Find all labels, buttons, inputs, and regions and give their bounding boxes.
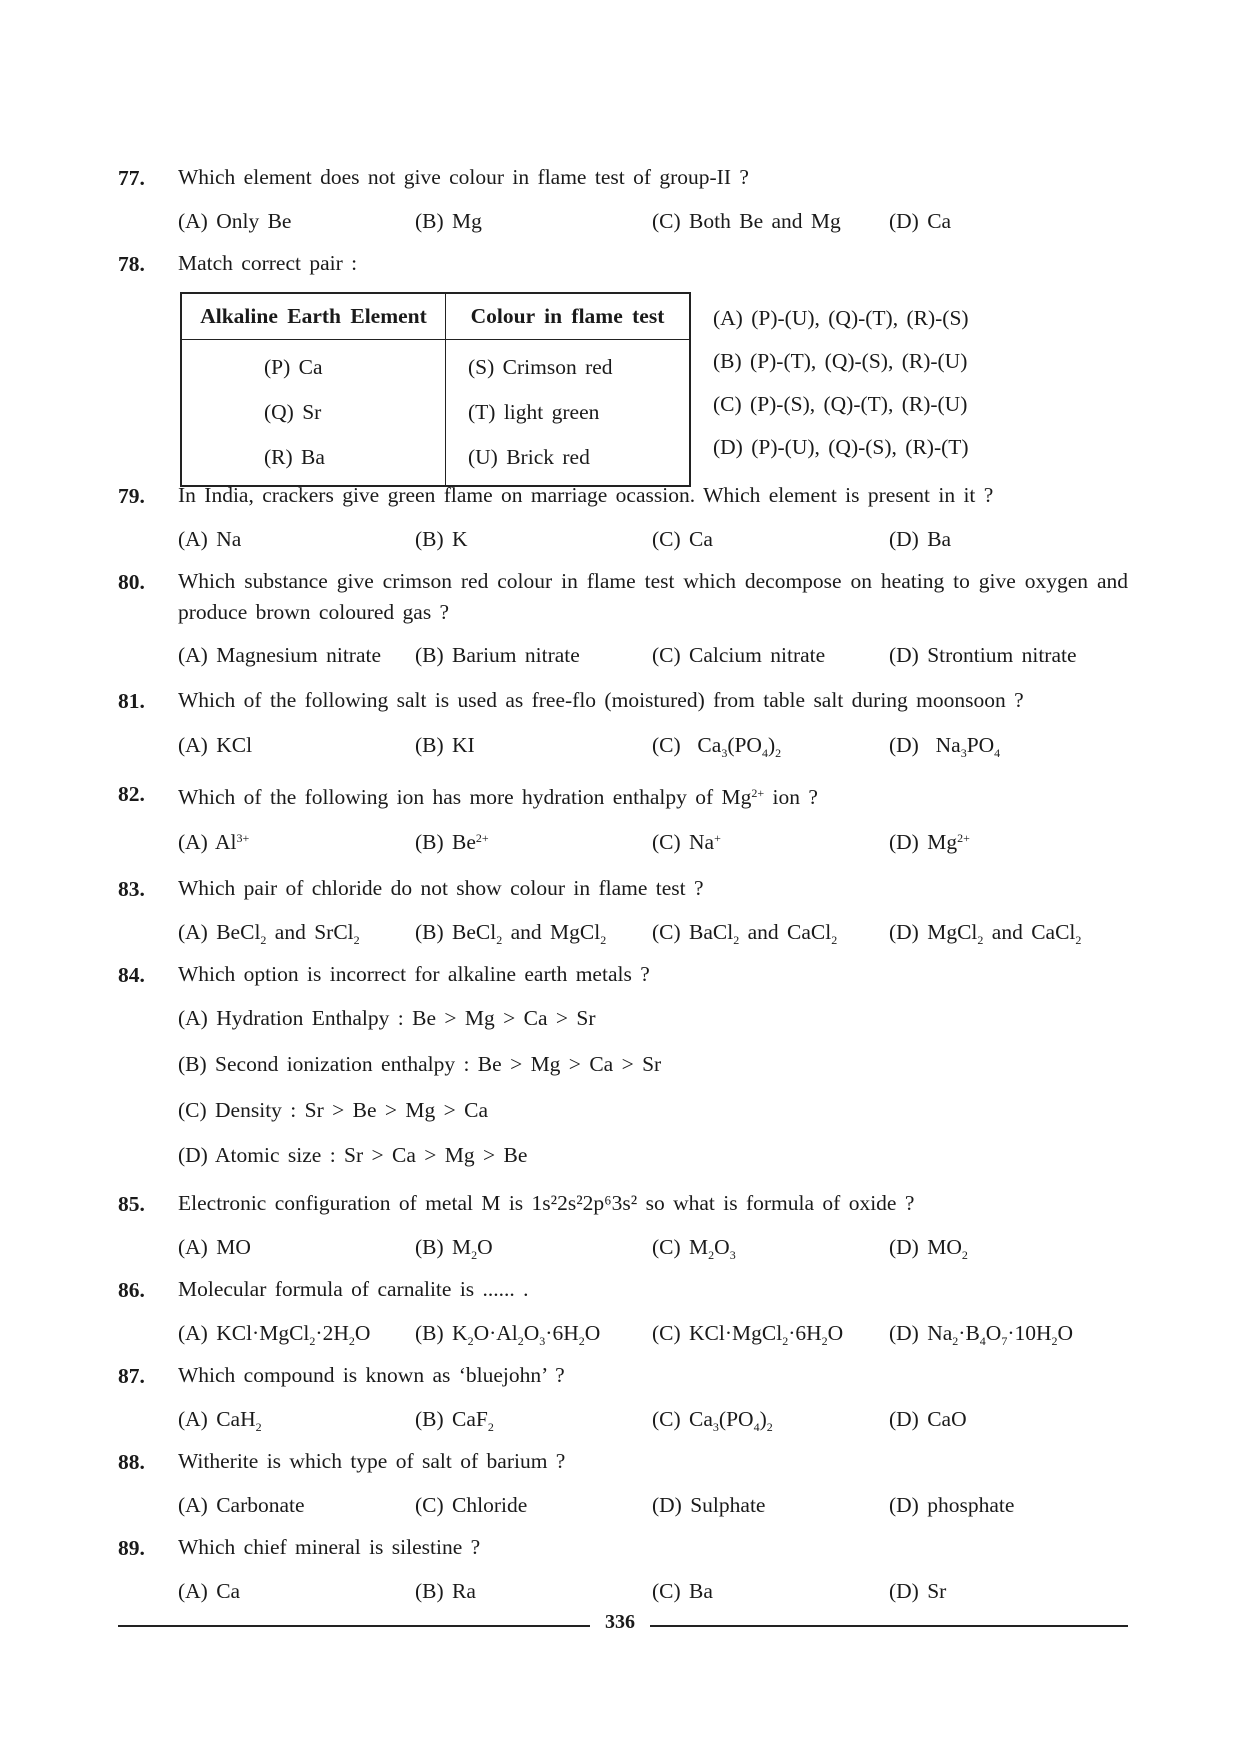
question-number: 87. [118, 1364, 145, 1388]
text: (A) Al [178, 830, 237, 854]
table-row [181, 340, 690, 391]
option-a: (A) Ca [178, 1579, 241, 1603]
text: Electronic configuration of metal M is [178, 1191, 524, 1215]
question-text: Which pair of chloride do not show colour in flame test ? [178, 876, 704, 900]
question-number: 86. [118, 1278, 145, 1302]
table-header-colour: Colour in flame test [446, 293, 691, 340]
charge: 2+ [751, 786, 765, 800]
match-table [180, 292, 691, 487]
table-cell: (P) Ca [181, 340, 446, 391]
question-text: Which substance give crimson red colour in flame test which decompose on heating to give oxygen and produce brown coloured gas ? [178, 569, 1128, 624]
option-d [889, 830, 970, 855]
charge: + [714, 831, 721, 845]
option-c: (C) Ca [652, 527, 713, 551]
text: Which of the following ion has more hydration enthalpy of Mg [178, 785, 752, 809]
electron-configuration: 1s²2s²2p⁶3s² [531, 1191, 638, 1215]
question-number: 82. [118, 782, 145, 806]
option-label: (D) [889, 733, 919, 757]
option-a: (A) KCl [178, 733, 253, 757]
option-d: (D) MgCl$_2$ and CaCl$_2$ [889, 920, 1082, 947]
option-c: (C) Density : Sr > Be > Mg > Ca [178, 1098, 489, 1122]
option-b [415, 830, 489, 855]
table-row [181, 390, 690, 435]
option-b: (B) (P)-(T), (Q)-(S), (R)-(U) [713, 349, 968, 373]
formula: $Na_3PO_4$ [935, 733, 1001, 760]
charge: 3+ [236, 831, 250, 845]
option-b: (B) CaF$_2$ [415, 1407, 494, 1434]
table-cell: (S) Crimson red [468, 355, 613, 379]
option-a: (A) BeCl$_2$ and SrCl$_2$ [178, 920, 360, 947]
option-c: (C) BaCl$_2$ and CaCl$_2$ [652, 920, 838, 947]
option-c: (C) Ba [652, 1579, 713, 1603]
option-c: (D) Sulphate [652, 1493, 766, 1517]
option-d: (D) Ca [889, 209, 952, 233]
question-number: 88. [118, 1450, 145, 1474]
question-text [178, 1188, 1128, 1219]
question-text [178, 778, 1128, 813]
option-a: (A) Only Be [178, 209, 292, 233]
footer-rule-right [650, 1625, 1128, 1627]
option-c: (C) Calcium nitrate [652, 643, 826, 667]
charge: 2+ [957, 831, 970, 845]
option-b: (B) K [415, 527, 468, 551]
option-a: (A) $KCl\cdot MgCl_2\cdot 2H_2O$ [178, 1321, 371, 1348]
option-d: (D) phosphate [889, 1493, 1015, 1517]
option-a: (A) Hydration Enthalpy : Be > Mg > Ca > Sr [178, 1006, 596, 1030]
text: so what is formula of oxide ? [645, 1191, 915, 1215]
option-b: (B) $M_2O$ [415, 1235, 493, 1262]
question-number: 84. [118, 963, 145, 987]
question-text: Which chief mineral is silestine ? [178, 1535, 481, 1559]
question-number: 81. [118, 689, 145, 713]
option-c: (C) $KCl\cdot MgCl_2\cdot 6H_2O$ [652, 1321, 844, 1348]
question-number: 89. [118, 1536, 145, 1560]
option-c: (C) Both Be and Mg [652, 209, 841, 233]
option-d: (D) Sr [889, 1579, 947, 1603]
option-a: (A) Carbonate [178, 1493, 305, 1517]
option-d: (D) $Na_2\cdot B_4O_7\cdot 10H_2O$ [889, 1321, 1074, 1348]
option-b: (B) Ra [415, 1579, 476, 1603]
question-text: Molecular formula of carnalite is ...... . [178, 1277, 529, 1301]
option-c [652, 830, 721, 855]
page-number: 336 [605, 1611, 635, 1633]
option-a: (A) Na [178, 527, 242, 551]
question-text: Which compound is known as ‘bluejohn’ ? [178, 1363, 565, 1387]
option-b: (B) KI [415, 733, 475, 757]
option-a: (A) CaH$_2$ [178, 1407, 262, 1434]
question-text: Which of the following salt is used as free-flo (moistured) from table salt during moonsoon ? [178, 688, 1024, 712]
option-d: (D) $MO_2$ [889, 1235, 968, 1262]
option-b: (B) Mg [415, 209, 482, 233]
option-c [652, 733, 781, 761]
option-b: (B) Second ionization enthalpy : Be > Mg > Ca > Sr [178, 1052, 662, 1076]
footer-rule-left [118, 1625, 590, 1627]
option-d: (D) Atomic size : Sr > Ca > Mg > Be [178, 1143, 528, 1167]
question-number: 79. [118, 484, 145, 508]
text: (B) Be [415, 830, 476, 854]
option-c: (C) $M_2O_3$ [652, 1235, 736, 1262]
option-d: (D) (P)-(U), (Q)-(S), (R)-(T) [713, 435, 969, 459]
option-d: (D) Strontium nitrate [889, 643, 1077, 667]
charge: 2+ [475, 831, 489, 845]
text: (C) Na [652, 830, 715, 854]
table-cell: (T) light green [468, 400, 600, 424]
option-c: (C) (P)-(S), (Q)-(T), (R)-(U) [713, 392, 968, 416]
option-c: (C) $Ca_3(PO_4)_2$ [652, 1407, 773, 1434]
option-b: (B) $K_2O\cdot Al_2O_3\cdot 6H_2O$ [415, 1321, 601, 1348]
option-a: (A) Magnesium nitrate [178, 643, 382, 667]
option-b: (B) BeCl$_2$ and MgCl$_2$ [415, 920, 607, 947]
option-b: (B) Barium nitrate [415, 643, 580, 667]
question-number: 77. [118, 166, 145, 190]
table-row [181, 435, 690, 486]
formula: $Ca_3(PO_4)_2$ [697, 733, 782, 760]
option-label: (C) [652, 733, 681, 757]
question-text: Witherite is which type of salt of barium ? [178, 1449, 566, 1473]
question-text: Match correct pair : [178, 251, 358, 275]
option-d: (D) CaO [889, 1407, 967, 1431]
question-text: Which option is incorrect for alkaline earth metals ? [178, 962, 650, 986]
option-d: (D) Ba [889, 527, 952, 551]
text: ion ? [772, 785, 818, 809]
table-cell: (Q) Sr [181, 390, 446, 435]
table-cell: (U) Brick red [468, 445, 590, 469]
option-a: (A) MO [178, 1235, 251, 1259]
question-number: 85. [118, 1192, 145, 1216]
text: (D) Mg [889, 830, 958, 854]
question-text: Which element does not give colour in flame test of group-II ? [178, 165, 749, 189]
option-a [178, 830, 249, 855]
question-text: In India, crackers give green flame on marriage ocassion. Which element is present in it ? [178, 483, 994, 507]
option-a: (A) (P)-(U), (Q)-(T), (R)-(S) [713, 306, 969, 330]
table-cell: (R) Ba [181, 435, 446, 486]
question-number: 83. [118, 877, 145, 901]
table-header-element: Alkaline Earth Element [181, 293, 446, 340]
option-b: (C) Chloride [415, 1493, 528, 1517]
question-number: 80. [118, 570, 145, 594]
option-d [889, 733, 1000, 761]
question-number: 78. [118, 252, 145, 276]
